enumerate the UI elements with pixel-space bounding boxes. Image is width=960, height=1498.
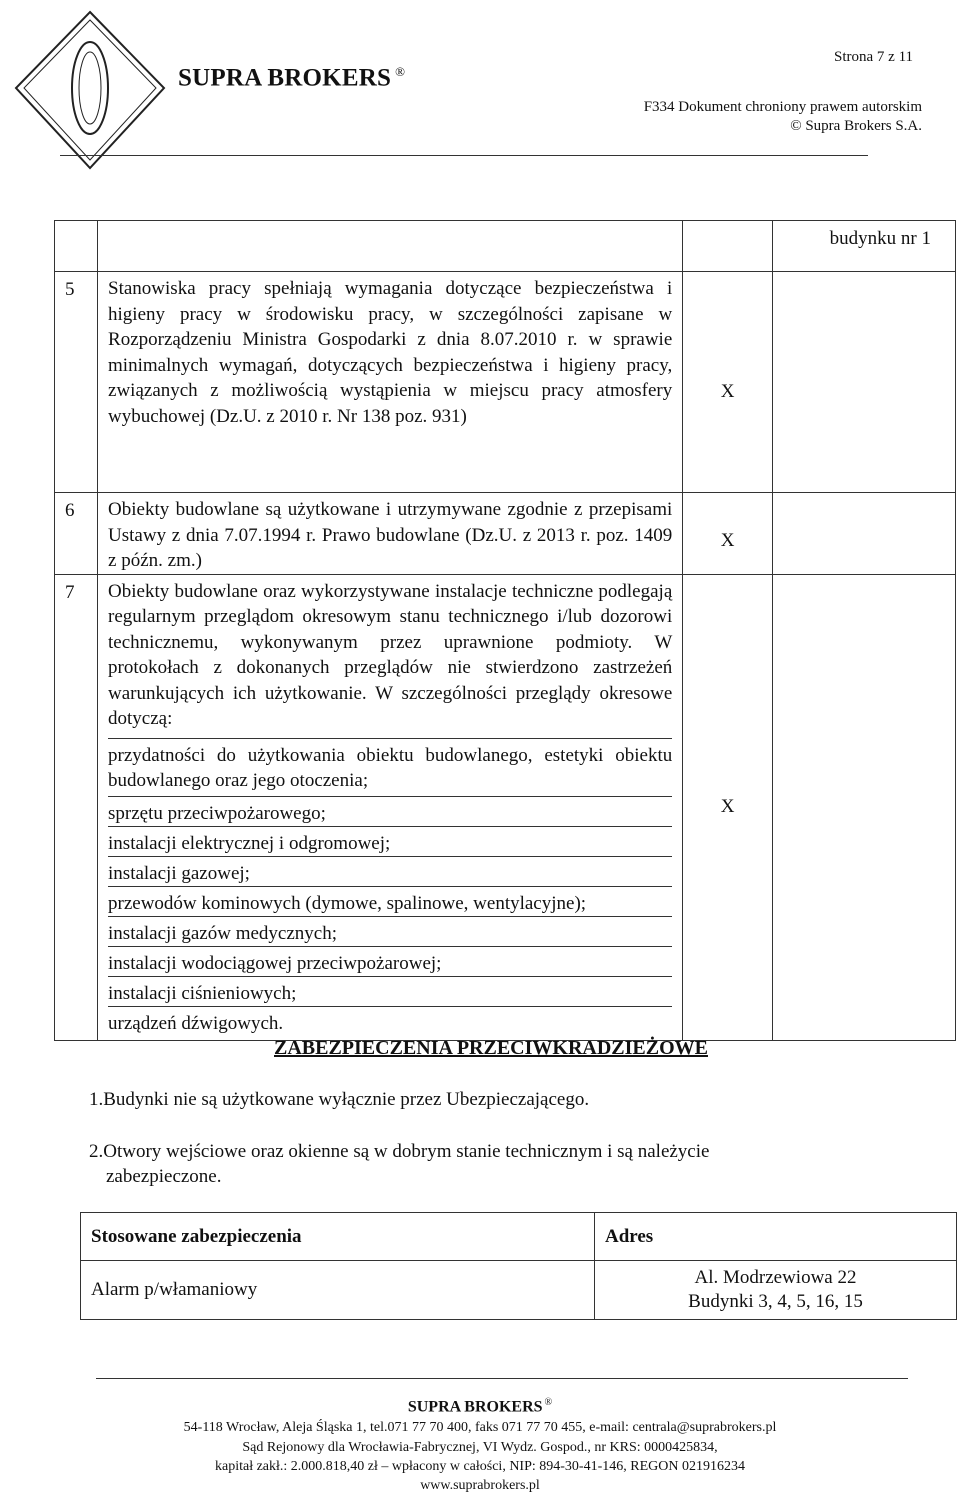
inspection-item: instalacji wodociągowej przeciwpożarowej; xyxy=(108,946,672,976)
address-cell xyxy=(595,1261,957,1320)
row-number: 7 xyxy=(55,574,98,1040)
footer-divider xyxy=(96,1378,908,1379)
security-type-header: Stosowane zabezpieczenia xyxy=(81,1213,595,1261)
page-number: Strona 7 z 11 xyxy=(834,49,914,65)
footer-capital-line: kapitał zakł.: 2.000.818,40 zł – wpłacony w całości, NIP: 894-30-41-146, REGON 021916234 xyxy=(215,1459,745,1474)
inspection-item: urządzeń dźwigowych. xyxy=(108,1006,672,1040)
security-type-cell: Alarm p/włamaniowy xyxy=(81,1261,595,1320)
address-line-1: Al. Modrzewiowa 22 xyxy=(694,1267,857,1288)
company-logo xyxy=(10,8,170,173)
inspection-item: instalacji elektrycznej i odgromowej; xyxy=(108,826,672,856)
inspection-item: instalacji ciśnieniowych; xyxy=(108,976,672,1006)
table-row xyxy=(55,574,956,1040)
row-empty-cell xyxy=(772,272,955,493)
row-text: Obiekty budowlane są użytkowane i utrzymywane zgodnie z przepisami Ustawy z dnia 7.07.1994 r. Prawo budowlane (Dz.U. z 2013 r. poz. 1409 z późn. zm.) xyxy=(98,493,683,575)
statement-2-line2: zabezpieczone. xyxy=(106,1166,222,1187)
copyright-line: © Supra Brokers S.A. xyxy=(790,118,922,134)
security-table xyxy=(80,1212,957,1320)
section-title: ZABEZPIECZENIA PRZECIWKRADZIEŻOWE xyxy=(274,1037,708,1059)
brand-name: SUPRA BROKERS ® xyxy=(178,64,406,92)
header-cell-empty xyxy=(98,221,683,272)
address-line-2: Budynki 3, 4, 5, 16, 15 xyxy=(688,1291,863,1312)
statement-2-line1: 2.Otwory wejściowe oraz okienne są w dobrym stanie technicznym i są należycie xyxy=(89,1141,710,1162)
row-intro-text: Obiekty budowlane oraz wykorzystywane instalacje techniczne podlegają regularnym przeglądom okresowym stanu technicznego i/lub dozorowi technicznemu, wykonywanym przez uprawnione podmioty. W protokołach z dokonanych przeglądów nie stwierdzono zastrzeżeń warunkujących ich użytkowanie. W szczególności przeglądy okresowe dotyczą: xyxy=(108,580,673,729)
requirements-table xyxy=(54,220,956,1041)
footer-website[interactable]: www.suprabrokers.pl xyxy=(420,1478,540,1493)
address-header: Adres xyxy=(595,1213,957,1261)
inspection-item: sprzętu przeciwpożarowego; xyxy=(108,796,672,826)
row-number: 5 xyxy=(55,272,98,493)
inspection-item: przydatności do użytkowania obiektu budowlanego, estetyki obiektu budowlanego oraz jego otoczenia; xyxy=(108,738,672,796)
doc-code-line: F334 Dokument chroniony prawem autorskim xyxy=(643,99,922,115)
table-row xyxy=(55,272,956,493)
footer-court-line: Sąd Rejonowy dla Wrocławia-Fabrycznej, VI Wydz. Gospod., nr KRS: 0000425834, xyxy=(242,1440,718,1455)
statement-2 xyxy=(89,1139,829,1189)
inspection-item: instalacji gazów medycznych; xyxy=(108,916,672,946)
row-text: Stanowiska pracy spełniają wymagania dotyczące bezpieczeństwa i higieny pracy w środowisku pracy, w szczególności zapisane w Rozporządzeniu Ministra Gospodarki z dnia 8.07.2010 r. w sprawie minimalnych wymagań, dotyczących bezpieczeństwa i higieny pracy, związanych z możliwością wystąpienia w miejscu pracy atmosfery wybuchowej (Dz.U. z 2010 r. Nr 138 poz. 931) xyxy=(98,272,683,493)
inspection-item: instalacji gazowej; xyxy=(108,856,672,886)
security-table-row xyxy=(81,1261,957,1320)
registered-mark: ® xyxy=(395,64,406,79)
header-cell-empty xyxy=(683,221,773,272)
footer-registered-mark: ® xyxy=(544,1397,553,1408)
security-table-header xyxy=(81,1213,957,1261)
inspection-item: przewodów kominowych (dymowe, spalinowe, wentylacyjne); xyxy=(108,886,672,916)
row-mark: X xyxy=(683,272,773,493)
row-text-block xyxy=(98,574,683,1040)
table-header-row xyxy=(55,221,956,272)
row-number: 6 xyxy=(55,493,98,575)
table-row xyxy=(55,493,956,575)
header-divider xyxy=(60,155,868,156)
copyright-notice xyxy=(606,98,922,136)
statement-1: 1.Budynki nie są użytkowane wyłącznie przez Ubezpieczającego. xyxy=(89,1089,590,1110)
building-column-header: budynku nr 1 xyxy=(772,221,955,272)
row-mark: X xyxy=(683,574,773,1040)
row-empty-cell xyxy=(772,493,955,575)
footer-brand: SUPRA BROKERS ® xyxy=(407,1397,553,1416)
header-cell-empty xyxy=(55,221,98,272)
row-mark: X xyxy=(683,493,773,575)
footer-address-line: 54-118 Wrocław, Aleja Śląska 1, tel.071 77 70 400, faks 071 77 70 455, e-mail: centrala@suprabrokers.pl xyxy=(183,1420,777,1435)
row-empty-cell xyxy=(772,574,955,1040)
